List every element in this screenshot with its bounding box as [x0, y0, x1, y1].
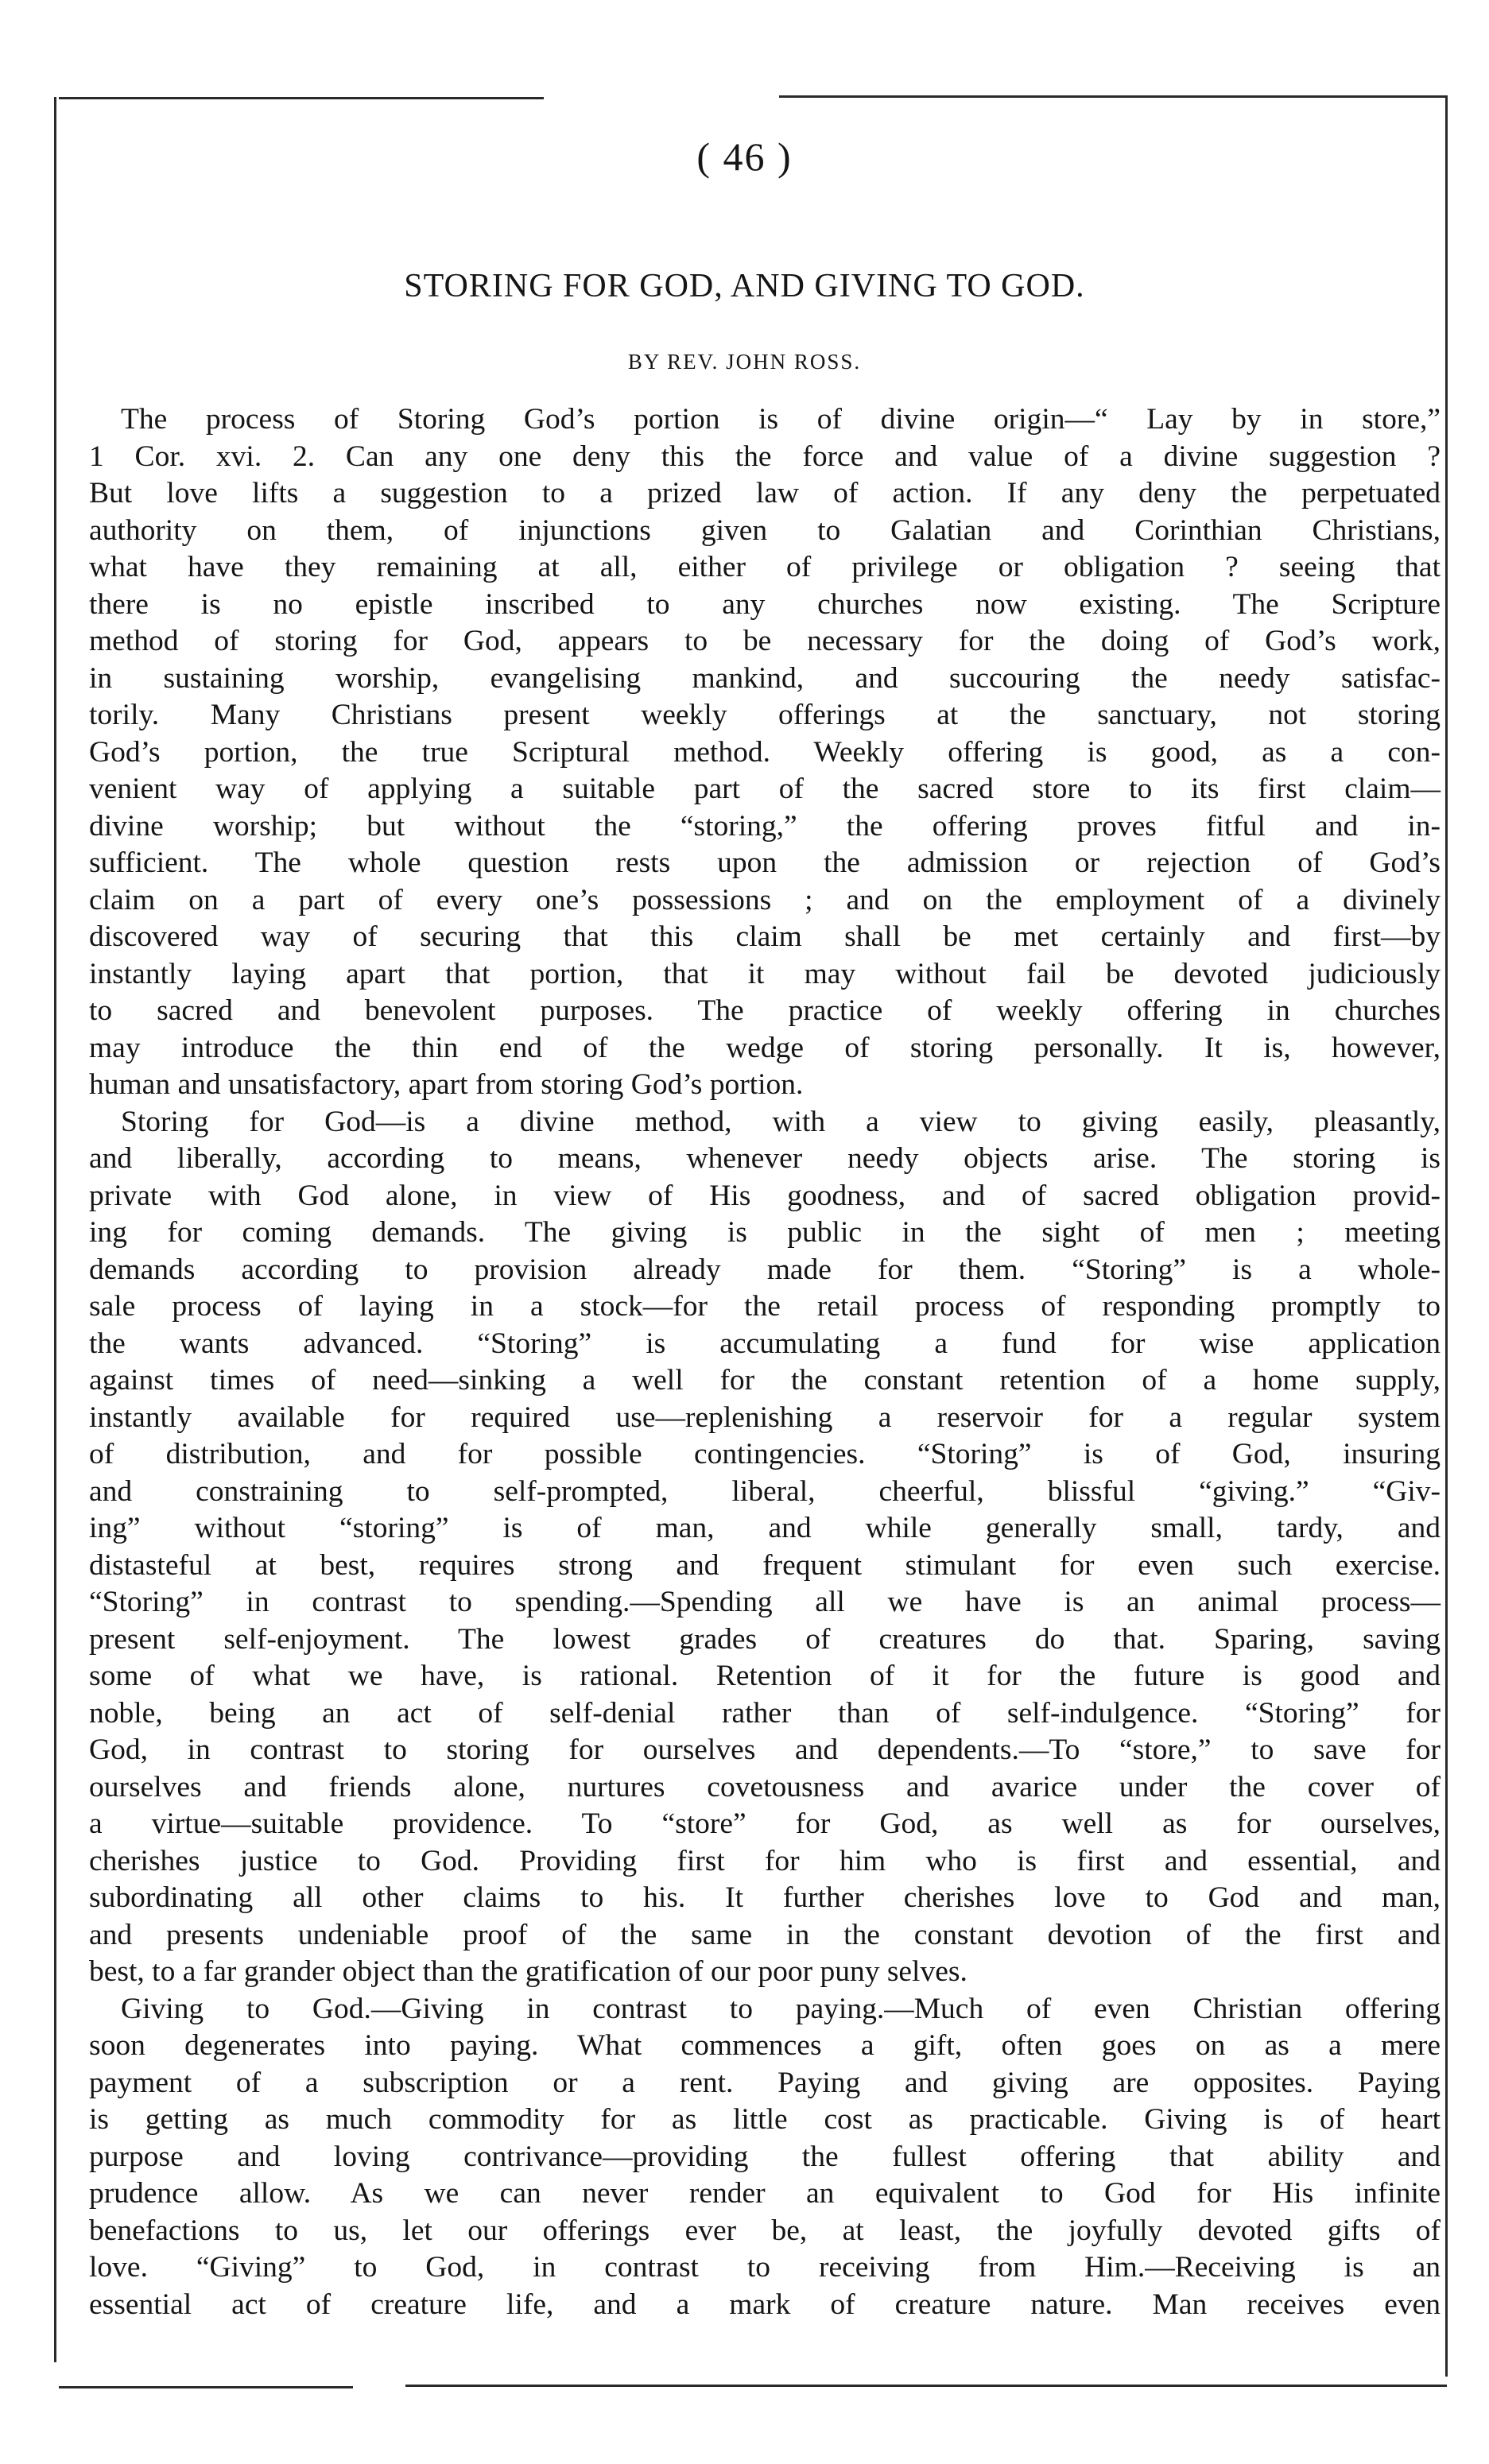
body-line: God’s portion, the true Scriptural method. Weekly offering is good, as a con- [89, 735, 1441, 769]
frame-rule-bottom-left [59, 2386, 353, 2388]
body-line: The process of Storing God’s portion is of divine origin—“ Lay by in store,” [121, 403, 1441, 436]
body-line: sufficient. The whole question rests upon the admission or rejection of God’s [89, 847, 1441, 879]
body-line: discovered way of securing that this claim shall be met certainly and first—by [89, 920, 1441, 953]
body-line: against times of need—sinking a well for the constant retention of a home supply, [89, 1364, 1441, 1397]
byline: BY REV. JOHN ROSS. [627, 350, 862, 374]
article-title: STORING FOR GOD, AND GIVING TO GOD. [404, 268, 1085, 304]
body-line: love. “Giving” to God, in contrast to receiving from Him.—Receiving is an [89, 2251, 1441, 2284]
body-line: a virtue—suitable providence. To “store” for God, as well as for ourselves, [89, 1807, 1441, 1840]
body-line: private with God alone, in view of His goodness, and of sacred obligation provid- [89, 1179, 1441, 1212]
body-line: there is no epistle inscribed to any churches now existing. The Scripture [89, 587, 1441, 621]
body-line: present self-enjoyment. The lowest grades of creatures do that. Sparing, saving [89, 1622, 1441, 1656]
body-line: But love lifts a suggestion to a prized law of action. If any deny the perpetuated [89, 477, 1441, 509]
body-line: demands according to provision already made for them. “Storing” is a whole- [89, 1253, 1441, 1286]
body-line: benefactions to us, let our offerings ever be, at least, the joyfully devoted gifts of [89, 2214, 1441, 2247]
body-line: 1 Cor. xvi. 2. Can any one deny this the force and value of a divine suggestion ? [89, 440, 1441, 473]
body-line: payment of a subscription or a rent. Paying and giving are opposites. Paying [89, 2066, 1441, 2099]
body-line: ourselves and friends alone, nurtures covetousness and avarice under the cover of [89, 1770, 1441, 1803]
body-line: sale process of laying in a stock—for the retail process of responding promptly to [89, 1290, 1441, 1323]
body-line: is getting as much commodity for as little cost as practicable. Giving is of heart [89, 2103, 1441, 2136]
body-line: instantly available for required use—replenishing a reservoir for a regular system [89, 1401, 1441, 1434]
body-line: Storing for God—is a divine method, with a view to giving easily, pleasantly, [121, 1105, 1441, 1138]
body-line: method of storing for God, appears to be necessary for the doing of God’s work, [89, 625, 1441, 657]
body-line: ing” without “storing” is of man, and while generally small, tardy, and [89, 1512, 1441, 1544]
body-line: distasteful at best, requires strong and frequent stimulant for even such exercise. [89, 1548, 1441, 1582]
body-line: purpose and loving contrivance—providing the fullest offering that ability and [89, 2140, 1441, 2173]
frame-rule-top-left [59, 97, 544, 99]
body-line: ing for coming demands. The giving is public in the sight of men ; meeting [89, 1216, 1441, 1249]
body-line: the wants advanced. “Storing” is accumulating a fund for wise application [89, 1327, 1441, 1360]
body-line: what have they remaining at all, either of privilege or obligation ? seeing that [89, 551, 1441, 583]
body-line: to sacred and benevolent purposes. The practice of weekly offering in churches [89, 994, 1441, 1027]
body-line: soon degenerates into paying. What commences a gift, often goes on as a mere [89, 2029, 1441, 2062]
body-line: prudence allow. As we can never render an equivalent to God for His infinite [89, 2177, 1441, 2210]
body-line: venient way of applying a suitable part of the sacred store to its first claim— [89, 773, 1441, 805]
body-line: authority on them, of injunctions given to Galatian and Corinthian Christians, [89, 513, 1441, 547]
body-line: torily. Many Christians present weekly offerings at the sanctuary, not storing [89, 699, 1441, 731]
article-body [89, 401, 1441, 2323]
frame-rule-left [54, 97, 56, 2362]
frame-rule-bottom-right [405, 2385, 1447, 2387]
body-line: divine worship; but without the “storing,” the offering proves fitful and in- [89, 809, 1441, 843]
body-line: and presents undeniable proof of the same in the constant devotion of the first and [89, 1918, 1441, 1951]
body-line: instantly laying apart that portion, that it may without fail be devoted judiciously [89, 957, 1441, 990]
body-line: God, in contrast to storing for ourselves and dependents.—To “store,” to save for [89, 1734, 1441, 1766]
frame-rule-top-right [779, 95, 1447, 98]
body-line: of distribution, and for possible contingencies. “Storing” is of God, insuring [89, 1438, 1441, 1470]
body-line: human and unsatisfactory, apart from storing God’s portion. [89, 1068, 804, 1101]
body-line: may introduce the thin end of the wedge of storing personally. It is, however, [89, 1031, 1441, 1064]
body-line: and liberally, according to means, whenever needy objects arise. The storing is [89, 1142, 1441, 1175]
body-line: Giving to God.—Giving in contrast to paying.—Much of even Christian offering [121, 1992, 1441, 2025]
body-line: and constraining to self-prompted, liberal, cheerful, blissful “giving.” “Giv- [89, 1474, 1441, 1508]
body-line: some of what we have, is rational. Retention of it for the future is good and [89, 1660, 1441, 1692]
body-line: noble, being an act of self-denial rather than of self-indulgence. “Storing” for [89, 1696, 1441, 1730]
body-line: cherishes justice to God. Providing first for him who is first and essential, and [89, 1844, 1441, 1877]
body-line: claim on a part of every one’s possessions ; and on the employment of a divinely [89, 883, 1441, 916]
body-line: best, to a far grander object than the gratification of our poor puny selves. [89, 1955, 967, 1988]
page-number: ( 46 ) [696, 134, 793, 179]
body-line: essential act of creature life, and a mark of creature nature. Man receives even [89, 2288, 1441, 2321]
body-line: subordinating all other claims to his. It further cherishes love to God and man, [89, 1881, 1441, 1914]
frame-rule-right [1445, 95, 1448, 2377]
body-line: in sustaining worship, evangelising mankind, and succouring the needy satisfac- [89, 661, 1441, 695]
body-line: “Storing” in contrast to spending.—Spending all we have is an animal process— [89, 1586, 1441, 1618]
